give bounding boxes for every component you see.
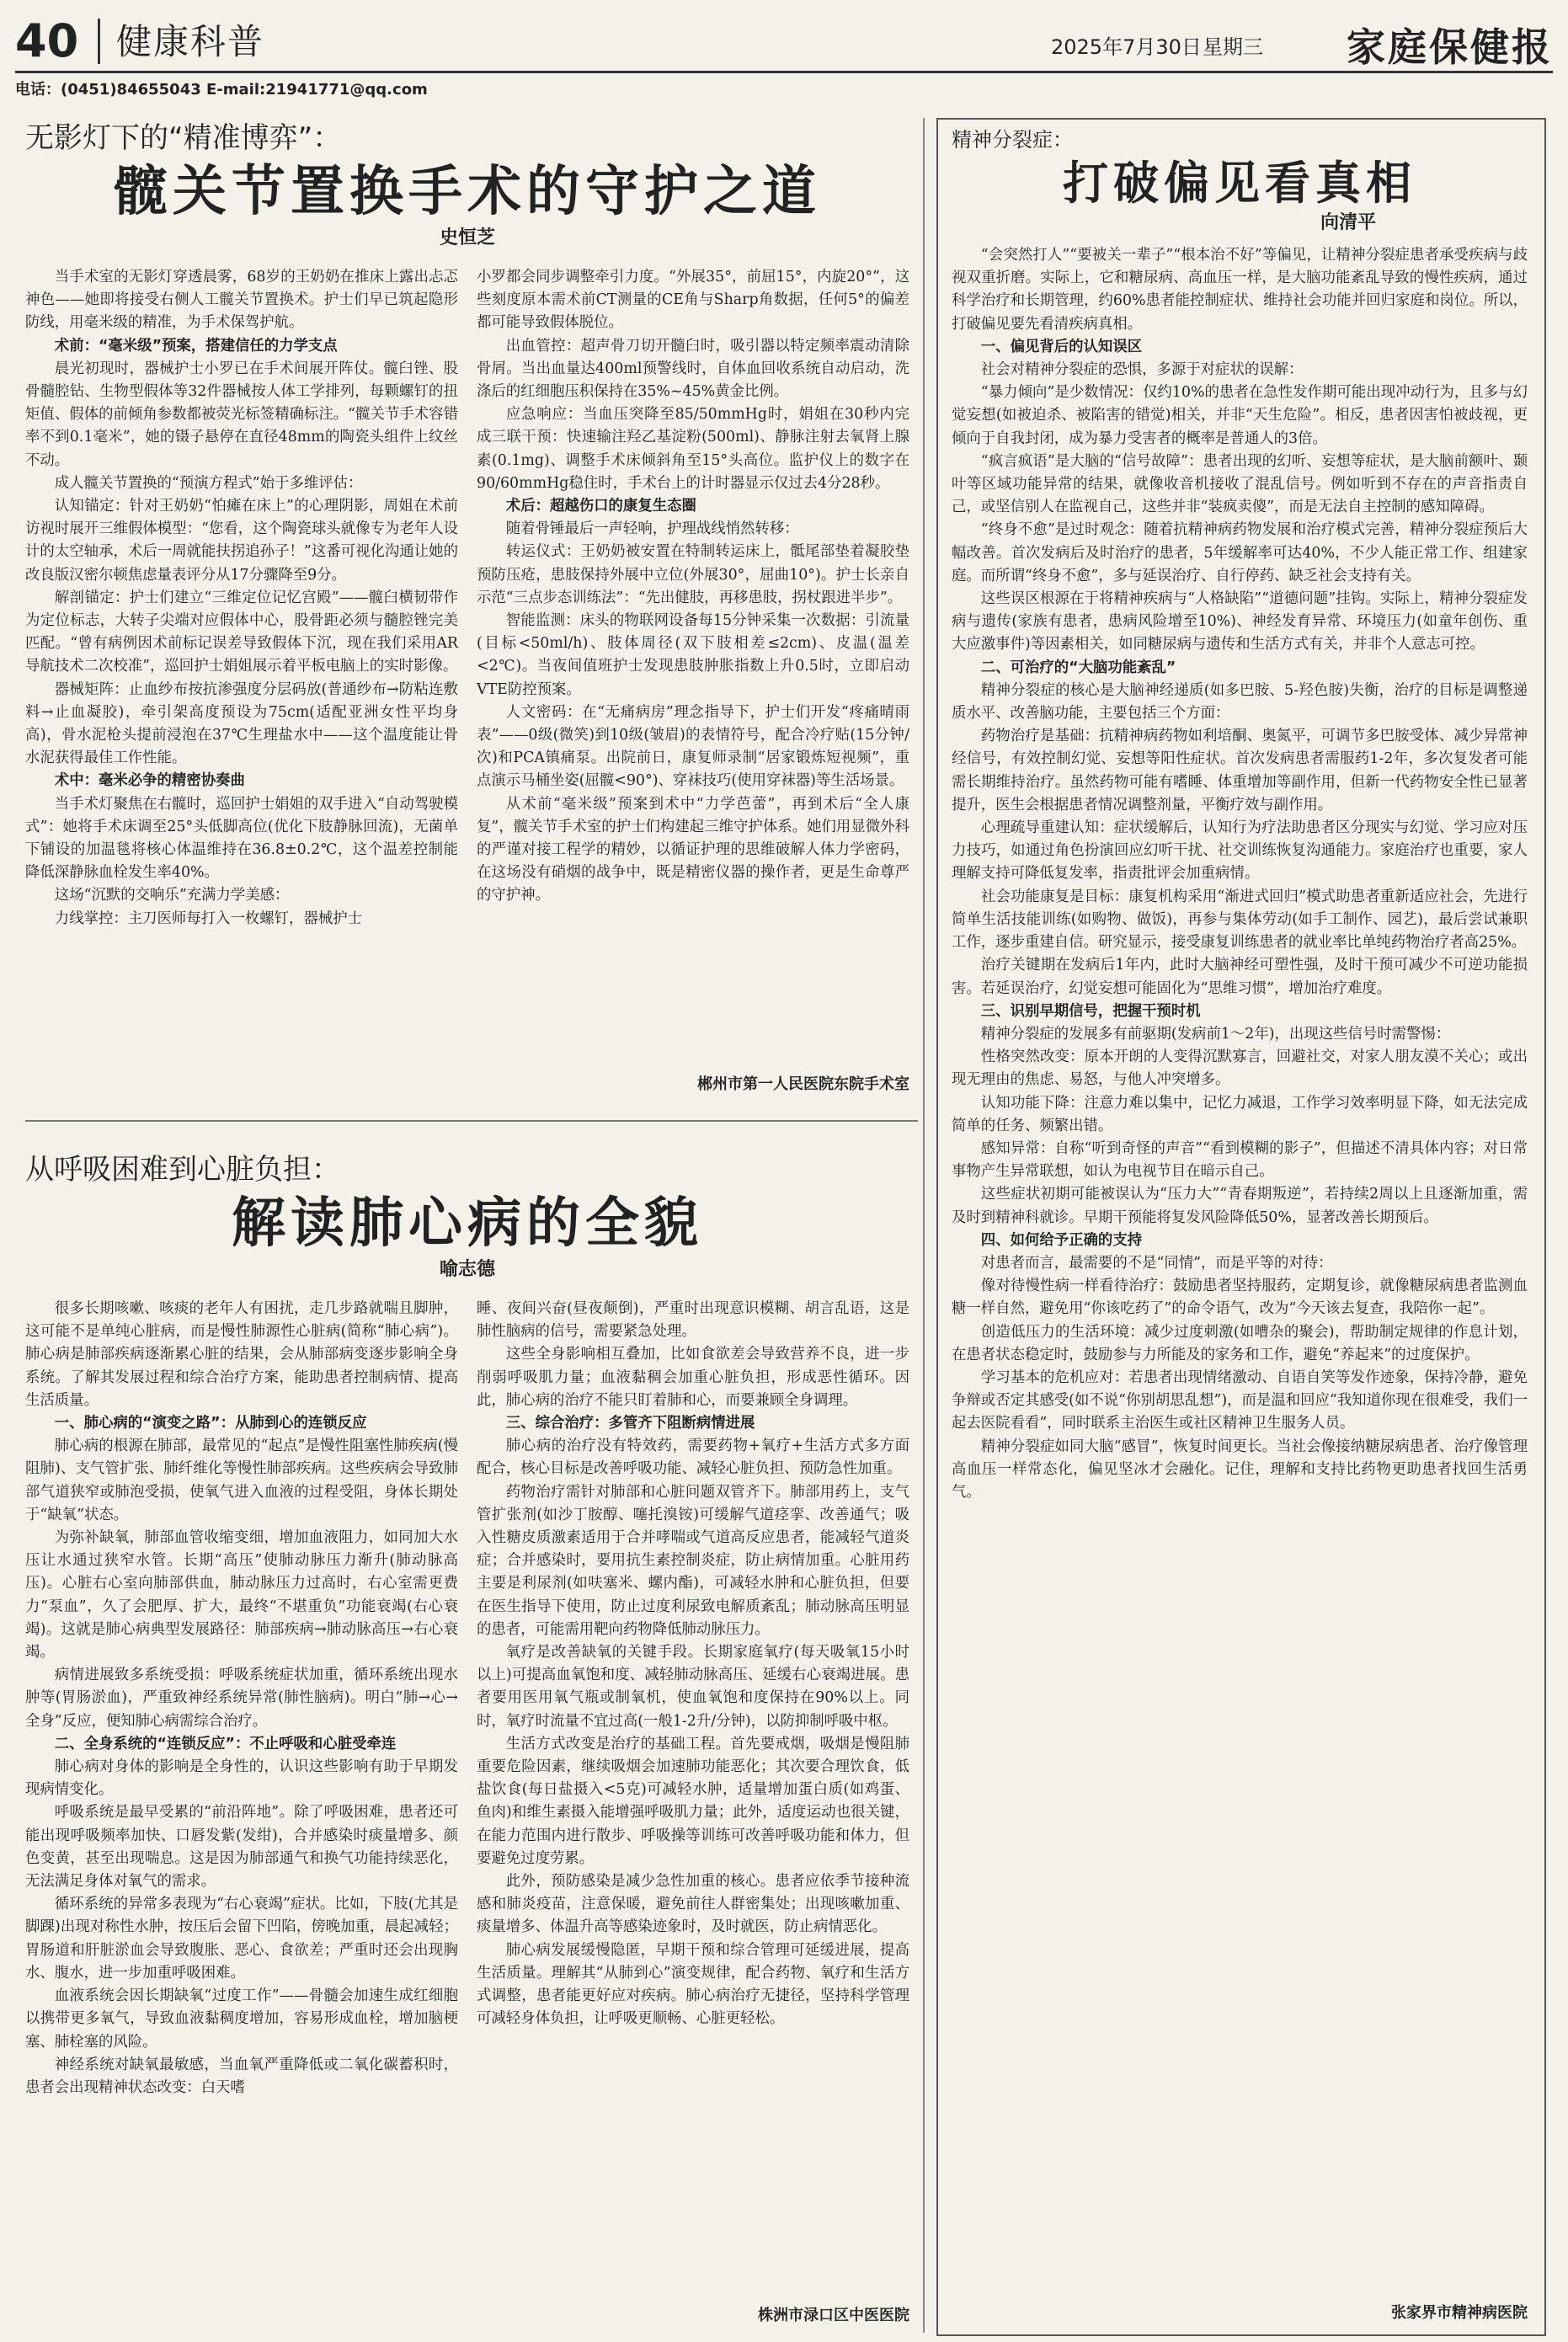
section-heading: 术中：毫米必争的精密协奏曲 <box>54 772 245 790</box>
body-paragraph: 肺心病的治疗没有特效药，需要药物+氧疗+生活方式多方面配合，核心目标是改善呼吸功能、减轻心脏负担、预防急性加重。 <box>477 1438 909 1478</box>
section-heading: 三、综合治疗：多管齐下阻断病情进展 <box>505 1415 755 1432</box>
body-paragraph: 力线掌控：主刀医师每打入一枚螺钉，器械护士 <box>54 910 363 927</box>
issue-date: 2025年7月30日 <box>1051 35 1202 59</box>
body-paragraph: 很多长期咳嗽、咳痰的老年人有困扰，走几步路就喘且脚肿，这可能不是单纯心脏病，而是慢性肺源性心脏病(简称“肺心病”)。肺心病是肺部疾病逐渐累心脏的结果，会从肺部病变逐步影响全身系统。了解其发展过程和综合治疗方案，能助患者控制病情、提高生活质量。 <box>25 1300 458 1409</box>
body-paragraph: 精神分裂症如同大脑“感冒”，恢复时间更长。当社会像接纳糖尿病患者、治疗像管理高血压一样常态化，偏见坚冰才会融化。记住，理解和支持比药物更助患者找回生活勇气。 <box>952 1438 1528 1501</box>
body-paragraph: 氧疗是改善缺氧的关键手段。长期家庭氧疗(每天吸氧15小时以上)可提高血氧饱和度、减轻肺动脉高压、延缓右心衰竭进展。患者要用医用氧气瓶或制氧机，使血氧饱和度保持在90%以上。同时，氧疗时流量不宜过高(一般1-2升/分钟)，以防抑制呼吸中枢。 <box>477 1644 909 1730</box>
article-kicker: 无影灯下的“精准博弈”： <box>25 121 342 155</box>
article-source: 张家界市精神病医院 <box>1391 2304 1528 2322</box>
body-paragraph: 像对待慢性病一样看待治疗：鼓励患者坚持服药，定期复诊，就像糖尿病患者监测血糖一样自然，避免用“你该吃药了”的命令语气，改为“今天该去复查，我陪你一起”。 <box>952 1278 1528 1318</box>
article-title: 打破偏见看真相 <box>1063 156 1416 210</box>
paper-name: 家庭保健报 <box>1347 24 1553 70</box>
article-source: 郴州市第一人民医院东院手术室 <box>697 1075 909 1093</box>
article-kicker: 从呼吸困难到心脏负担： <box>25 1153 340 1187</box>
body-paragraph: 血液系统会因长期缺氧“过度工作”——骨髓会加速生成红细胞以携带更多氧气，导致血液黏稠度增加，容易形成血栓，增加脑梗塞、肺栓塞的风险。 <box>25 1987 458 2051</box>
body-paragraph: 肺心病的根源在肺部，最常见的“起点”是慢性阻塞性肺疾病(慢阻肺)、支气管扩张、肺纤维化等慢性肺部疾病。这些疾病会导致肺部气道狭窄或肺泡受损，使氧气进入血液的过程受阻，身体长期处于“缺氧”状态。 <box>25 1438 458 1523</box>
body-paragraph: 精神分裂症的发展多有前驱期(发病前1～2年)，出现这些信号时需警惕： <box>980 1025 1451 1043</box>
body-paragraph: 对患者而言，最需要的不是“同情”，而是平等的对待： <box>980 1254 1333 1272</box>
body-paragraph: 药物治疗需针对肺部和心脏问题双管齐下。肺部用药上，支气管扩张剂(如沙丁胺醇、噻托溴铵)可缓解气道痉挛、改善通气；吸入性糖皮质激素适用于合并哮喘或气道高反应患者，能减轻气道炎症；合并感染时，要用抗生素控制炎症，防止病情加重。心脏用药主要是利尿剂(如呋塞米、螺内酯)，可减轻水肿和心脏负担，但要在医生指导下使用，防止过度利尿致电解质紊乱；肺动脉高压明显的患者，可能需用靶向药物降低肺动脉压力。 <box>477 1483 909 1638</box>
body-paragraph: 成人髋关节置换的“预演方程式”始于多维评估： <box>54 474 363 492</box>
body-paragraph: 循环系统的异常多表现为“右心衰竭”症状。比如，下肢(尤其是脚踝)出现对称性水肿，按压后会留下凹陷，傍晚加重，晨起减轻；胃肠道和肝脏淤血会导致腹胀、恶心、食欲差；严重时还会出现胸水、腹水，进一步加重呼吸困难。 <box>25 1896 458 1982</box>
section-heading: 二、全身系统的“连锁反应”：不止呼吸和心脏受牵连 <box>54 1735 397 1752</box>
article-title: 解读肺心病的全貌 <box>232 1192 703 1255</box>
body-paragraph: 小罗都会同步调整牵引力度。“外展35°，前屈15°，内旋20°”，这些刻度原本需术前CT测量的CE角与Sharp角数据，任何5°的偏差都可能导致假体脱位。 <box>477 269 909 332</box>
page-number: 40 <box>15 14 79 67</box>
body-paragraph: “疯言疯语”是大脑的“信号故障”：患者出现的幻听、妄想等症状，是大脑前额叶、颞叶等区域功能异常的结果，就像收音机接收了混乱信号。例如听到不存在的声音指责自己，或坚信别人在监视自己，这些并非“装疯卖傻”，而是无法自主控制的感知障碍。 <box>952 452 1528 516</box>
section-heading: 一、肺心病的“演变之路”：从肺到心的连锁反应 <box>54 1415 367 1432</box>
body-paragraph: 创造低压力的生活环境：减少过度刺激(如嘈杂的聚会)，帮助制定规律的作息计划，在患者状态稳定时，鼓励参与力所能及的家务和工作，避免“养起来”的过度保护。 <box>952 1323 1528 1363</box>
body-paragraph: 为弥补缺氧，肺部血管收缩变细，增加血液阻力，如同加大水压让水通过狭窄水管。长期“高压”使肺动脉压力渐升(肺动脉高压)。心脏右心室向肺部供血，肺动脉压力过高时，右心室需更费力“泵血”，久了会肥厚、扩大，最终“不堪重负”功能衰竭(右心衰竭)。这就是肺心病典型发展路径：肺部疾病→肺动脉高压→右心衰竭。 <box>25 1529 458 1662</box>
section-name: 健康科普 <box>116 21 265 62</box>
body-paragraph: 晨光初现时，器械护士小罗已在手术间展开阵仗。髋臼锉、股骨髓腔钻、生物型假体等32件器械按人体工学排列，每颗螺钉的扭矩值、假体的前倾角参数都被荧光标签精确标注。“髋关节手术容错率不到0.1毫米”，她的镊子悬停在直径48mm的陶瓷头组件上纹丝不动。 <box>25 360 458 469</box>
article-separator <box>25 1120 918 1122</box>
body-paragraph: 这些全身影响相互叠加，比如食欲差会导致营养不良，进一步削弱呼吸肌力量；血液黏稠会加重心脏负担，形成恶性循环。因此，肺心病的治疗不能只盯着肺和心，而要兼顾全身调理。 <box>477 1346 909 1409</box>
body-paragraph: 治疗关键期在发病后1年内，此时大脑神经可塑性强，及时干预可减少不可逆功能损害。若延误治疗，幻觉妄想可能固化为“思维习惯”，增加治疗难度。 <box>952 957 1528 997</box>
article-hip-replacement <box>25 118 909 931</box>
section-heading: 术前：“毫米级”预案，搭建信任的力学支点 <box>54 337 338 355</box>
section-heading: 二、可治疗的“大脑功能紊乱” <box>980 659 1176 676</box>
article-byline: 喻志德 <box>439 1259 495 1280</box>
body-paragraph: 精神分裂症的核心是大脑神经递质(如多巴胺、5-羟色胺)失衡，治疗的目标是调整递质水平、改善脑功能，主要包括三个方面： <box>952 681 1528 723</box>
body-paragraph: 转运仪式：王奶奶被安置在特制转运床上，骶尾部垫着凝胶垫预防压疮，患肢保持外展中立位(外展30°，屈曲10°)。护士长亲自示范“三点步态训练法”：“先出健肢，再移患肢，拐杖跟进半步”。 <box>477 543 909 606</box>
article-column <box>952 244 1528 1504</box>
body-paragraph: 学习基本的危机应对：若患者出现情绪激动、自语自笑等发作迹象，保持冷静，避免争辩或否定其感受(如不说“你别胡思乱想”)，而是温和回应“我知道你现在很难受，我们一起去医院看看”，同时联系主治医生或社区精神卫生服务人员。 <box>952 1368 1528 1432</box>
contact-line: 电话：(0451)84655043 E-mail:21941771@qq.com <box>15 81 428 99</box>
body-paragraph: 感知异常：自称“听到奇怪的声音”“看到模糊的影子”，但描述不清具体内容；对日常事物产生异常联想，如认为电视节目在暗示自己。 <box>952 1139 1528 1181</box>
article-column <box>25 1298 458 2099</box>
body-paragraph: 药物治疗是基础：抗精神病药物如利培酮、奥氮平，可调节多巴胺受体、减少异常神经信号，有效控制幻觉、妄想等阳性症状。首次发病患者需服药1-2年，多次复发者可能需长期维持治疗。虽然药物可能有嗜睡、体重增加等副作用，但新一代药物安全性已显著提升，医生会根据患者情况调整剂量，平衡疗效与副作用。 <box>952 728 1528 814</box>
body-paragraph: 肺心病对身体的影响是全身性的，认识这些影响有助于早期发现病情变化。 <box>25 1758 458 1799</box>
section-heading: 三、识别早期信号，把握干预时机 <box>980 1002 1201 1020</box>
body-paragraph: 器械矩阵：止血纱布按抗渗强度分层码放(普通纱布→防粘连敷料→止血凝胶)，牵引架高度预设为75cm(适配亚洲女性平均身高)，骨水泥枪头提前浸泡在37℃生理盐水中——这个温度能让骨水泥获得最佳工作性能。 <box>25 680 458 767</box>
page-header <box>15 12 1553 99</box>
body-paragraph: 解剖锚定：护士们建立“三维定位记忆宫殿”——髋臼横韧带作为定位标志，大转子尖端对应假体中心，股骨距必须与髓腔锉完美匹配。“曾有病例因术前标记误差导致假体下沉，现在我们采用AR导航技术二次校准”，巡回护士娟姐展示着平板电脑上的实时影像。 <box>25 589 458 675</box>
column-divider <box>923 118 925 2333</box>
body-paragraph: 从术前“毫米级”预案到术中“力学芭蕾”，再到术后“全人康复”，髋关节手术室的护士们构建起三维守护体系。她们用显微外科的严谨对接工程学的精妙，以循证护理的思维破解人体力学密码，在这场没有硝烟的战争中，既是精密仪器的操作者，更是生命尊严的守护神。 <box>477 795 909 904</box>
body-paragraph: 心理疏导重建认知：症状缓解后，认知行为疗法助患者区分现实与幻觉、学习应对压力技巧，如通过角色扮演回应幻听干扰、社交训练恢复沟通能力。家庭治疗也重要，家人理解支持可降低复发率，指责批评会加重病情。 <box>952 819 1528 883</box>
article-column <box>477 1298 909 2099</box>
article-schizophrenia <box>952 125 1528 1504</box>
article-kicker: 精神分裂症： <box>952 128 1073 152</box>
body-paragraph: 这些症状初期可能被误认为“压力大”“青春期叛逆”，若持续2周以上且逐渐加重，需及时到精神科就诊。早期干预能将复发风险降低50%，显著改善长期预后。 <box>952 1186 1528 1226</box>
article-pulmonary-heart <box>25 1150 909 2099</box>
body-paragraph: 这场“沉默的交响乐”充满力学美感： <box>54 887 290 904</box>
article-column <box>25 266 458 931</box>
article-title: 髋关节置换手术的守护之道 <box>114 160 821 223</box>
body-paragraph: 社会对精神分裂症的恐惧，多源于对症状的误解： <box>980 361 1304 379</box>
body-paragraph: “会突然打人”“要被关一辈子”“根本治不好”等偏见，让精神分裂症患者承受疾病与歧视双重折磨。实际上，它和糖尿病、高血压一样，是大脑功能紊乱导致的慢性疾病，通过科学治疗和长期管理，约60%患者能控制症状、维持社会功能并回归家庭和岗位。所以，打破偏见要先看清疾病真相。 <box>952 247 1528 333</box>
body-paragraph: 当手术室的无影灯穿透晨雾，68岁的王奶奶在推床上露出忐忑神色——她即将接受右侧人工髋关节置换术。护士们早已筑起隐形防线，用毫米级的精准，为手术保驾护航。 <box>25 269 458 332</box>
body-paragraph: 随着骨锤最后一声轻响，护理战线悄然转移： <box>505 520 799 538</box>
body-paragraph: 认知功能下降：注意力难以集中，记忆力减退，工作学习效率明显下降，如无法完成简单的任务、频繁出错。 <box>952 1094 1528 1134</box>
article-byline: 史恒芝 <box>439 227 495 248</box>
section-heading: 四、如何给予正确的支持 <box>980 1231 1143 1249</box>
section-heading: 术后：超越伤口的康复生态圈 <box>505 498 696 515</box>
body-paragraph: “终身不愈”是过时观念：随着抗精神病药物发展和治疗模式完善，精神分裂症预后大幅改善。首次发病后及时治疗的患者，5年缓解率可达40%，不少人能正常工作、组建家庭。而所谓“终身不愈”，多与延误治疗、自行停药、缺乏社会支持有关。 <box>952 521 1528 584</box>
body-paragraph: 睡、夜间兴奋(昼夜颠倒)，严重时出现意识模糊、胡言乱语，这是肺性脑病的信号，需要紧急处理。 <box>477 1300 909 1341</box>
body-paragraph: 出血管控：超声骨刀切开髓臼时，吸引器以特定频率震动清除骨屑。当出血量达400ml预警线时，自体血回收系统自动启动，洗涤后的红细胞压积保持在35%~45%黄金比例。 <box>477 337 909 401</box>
body-paragraph: 社会功能康复是目标：康复机构采用“渐进式回归”模式助患者重新适应社会，先进行简单生活技能训练(如购物、做饭)，再参与集体劳动(如手工制作、园艺)，最后尝试兼职工作，逐步重建自信。研究显示，接受康复训练患者的就业率比单纯药物治疗者高25%。 <box>952 888 1528 952</box>
body-paragraph: 神经系统对缺氧最敏感，当血氧严重降低或二氧化碳蓄积时，患者会出现精神状态改变：白天嗜 <box>25 2056 458 2096</box>
body-paragraph: 肺心病发展缓慢隐匿，早期干预和综合管理可延缓进展，提高生活质量。理解其“从肺到心”演变规律，配合药物、氧疗和生活方式调整，患者能更好应对疾病。肺心病治疗无捷径，坚持科学管理可减轻身体负担，让呼吸更顺畅、心脏更轻松。 <box>477 1941 909 2028</box>
section-heading: 一、偏见背后的认知误区 <box>980 338 1143 355</box>
body-paragraph: 性格突然改变：原本开朗的人变得沉默寡言，回避社交，对家人朋友漠不关心；或出现无理由的焦虑、易怒，与他人冲突增多。 <box>952 1048 1528 1089</box>
issue-weekday: 星期三 <box>1203 35 1263 59</box>
header-divider <box>98 19 100 64</box>
body-paragraph: “暴力倾向”是少数情况：仅约10%的患者在急性发作期可能出现冲动行为，且多与幻觉妄想(如被迫杀、被陷害的错觉)相关，并非“天生危险”。相反，患者因害怕被歧视，更倾向于自我封闭，成为暴力受害者的概率是普通人的3倍。 <box>952 384 1528 447</box>
header-rule <box>15 71 1553 73</box>
article-source: 株洲市渌口区中医医院 <box>758 2307 909 2324</box>
body-paragraph: 生活方式改变是治疗的基础工程。首先要戒烟，吸烟是慢阻肺重要危险因素，继续吸烟会加速肺功能恶化；其次要合理饮食，低盐饮食(每日盐摄入<5克)可减轻水肿，适量增加蛋白质(如鸡蛋、鱼肉)和维生素摄入能增强呼吸肌力量；此外，适度运动也很关键，在能力范围内进行散步、呼吸操等训练可改善呼吸功能和体力，但要避免过度劳累。 <box>477 1735 909 1867</box>
body-paragraph: 人文密码：在“无痛病房”理念指导下，护士们开发“疼痛晴雨表”——0级(微笑)到10级(皱眉)的表情符号，配合冷疗贴(15分钟/次)和PCA镇痛泵。出院前日，康复师录制“居家锻炼短视频”，重点演示马桶坐姿(屈髋<90°)、穿袜技巧(使用穿袜器)等生活场景。 <box>477 703 909 790</box>
body-paragraph: 病情进展致多系统受损：呼吸系统症状加重，循环系统出现水肿等(胃肠淤血)，严重致神经系统异常(肺性脑病)。明白“肺→心→全身”反应，便知肺心病需综合治疗。 <box>25 1667 458 1730</box>
body-paragraph: 此外，预防感染是减少急性加重的核心。患者应依季节接种流感和肺炎疫苗，注意保暖，避免前往人群密集处；出现咳嗽加重、痰量增多、体温升高等感染迹象时，及时就医，防止病情恶化。 <box>477 1873 909 1936</box>
body-paragraph: 应急响应：当血压突降至85/50mmHg时，娟姐在30秒内完成三联干预：快速输注羟乙基淀粉(500ml)、静脉注射去氧肾上腺素(0.1mg)、调整手术床倾斜角至15°头高位。监护仪上的数字在90/60mmHg稳住时，手术台上的计时器显示仅过去4分28秒。 <box>477 406 909 492</box>
body-paragraph: 智能监测：床头的物联网设备每15分钟采集一次数据：引流量(目标<50ml/h)、肢体周径(双下肢相差≤2cm)、皮温(温差<2℃)。当夜间值班护士发现患肢肿胀指数上升0.5时，立即启动VTE防控预案。 <box>477 612 909 698</box>
body-paragraph: 这些误区根源在于将精神疾病与“人格缺陷”“道德问题”挂钩。实际上，精神分裂症发病与遗传(家族有患者，患病风险增至10%)、神经发育异常、环境压力(如童年创伤、重大应激事件)等因素相关，如同糖尿病与遗传和生活方式有关，并非个人意志可控。 <box>952 590 1528 654</box>
body-paragraph: 当手术灯聚焦在右髋时，巡回护士娟姐的双手进入“自动驾驶模式”：她将手术床调至25°头低脚高位(优化下肢静脉回流)，无菌单下铺设的加温毯将核心体温维持在36.8±0.2℃，这个温差控制能降低深静脉血栓发生率40%。 <box>25 795 458 882</box>
article-column <box>477 266 909 931</box>
article-byline: 向清平 <box>1320 212 1376 233</box>
body-paragraph: 呼吸系统是最早受累的“前沿阵地”。除了呼吸困难，患者还可能出现呼吸频率加快、口唇发紫(发绀)，合并感染时痰量增多、颜色变黄，甚至出现喘息。这是因为肺部通气和换气功能持续恶化，无法满足身体对氧气的需求。 <box>25 1804 458 1891</box>
body-paragraph: 认知锚定：针对王奶奶“怕瘫在床上”的心理阴影，周姐在术前访视时展开三维假体模型：“您看，这个陶瓷球头就像专为老年人设计的太空轴承，术后一周就能扶拐追孙子！”这番可视化沟通让她的改良版汉密尔顿焦虑量表评分从17分骤降至9分。 <box>25 498 458 584</box>
